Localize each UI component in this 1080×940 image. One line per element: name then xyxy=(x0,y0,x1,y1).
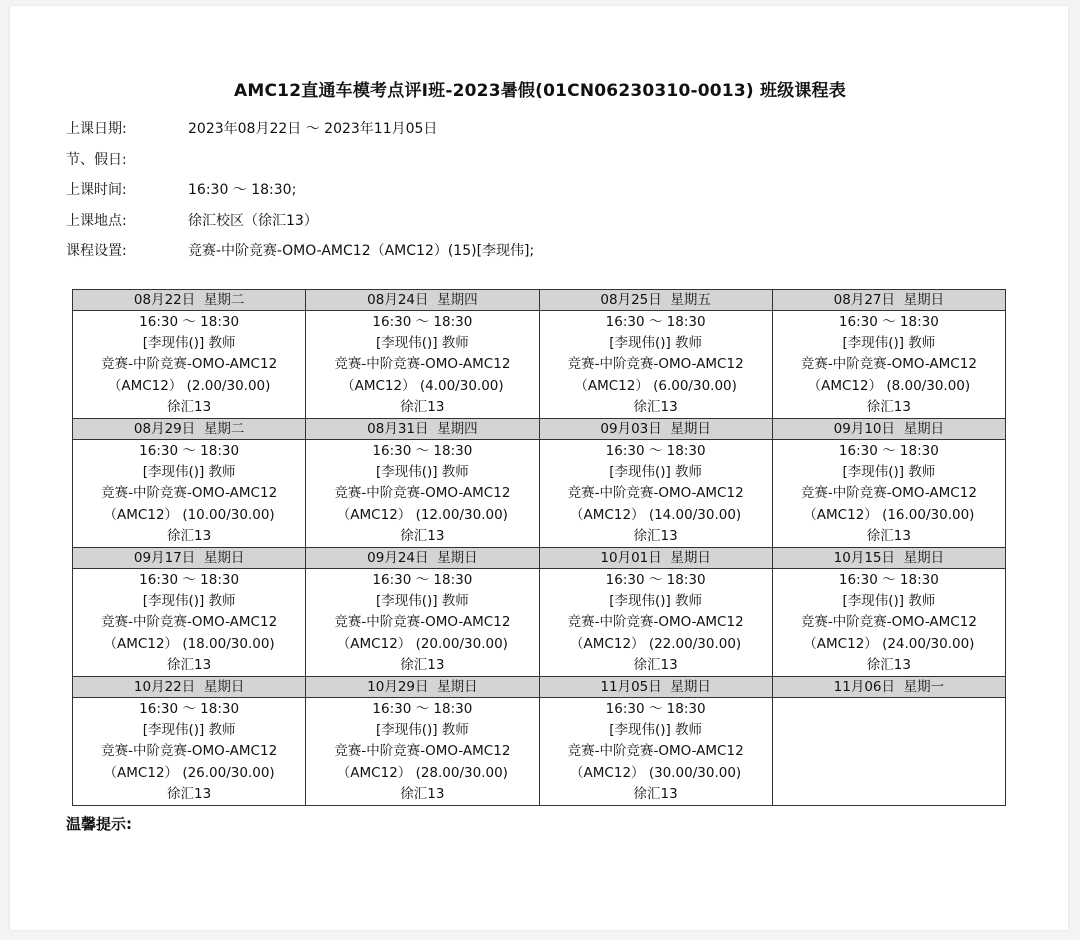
page-title: AMC12直通车模考点评I班-2023暑假(01CN06230310-0013) 班级课程表 xyxy=(234,81,846,101)
session-time: 16:30 ～ 18:30 xyxy=(139,572,240,588)
session-course: 竞赛-中阶竞赛-OMO-AMC12 xyxy=(567,743,744,760)
session-date: 11月06日 星期一 xyxy=(773,677,1005,698)
session-room: 徐汇13 xyxy=(633,785,678,802)
session-details xyxy=(306,311,538,418)
session-course: 竞赛-中阶竞赛-OMO-AMC12 xyxy=(334,743,511,760)
session-cell xyxy=(73,290,306,419)
session-teacher: [李现伟()] 教师 xyxy=(609,722,703,739)
session-cell xyxy=(772,419,1005,548)
session-course xyxy=(773,741,1005,762)
session-time: 16:30 ～ 18:30 xyxy=(139,701,240,717)
session-details xyxy=(306,698,538,805)
session-details xyxy=(306,440,538,547)
session-cell xyxy=(539,548,772,677)
session-date: 08月29日 星期二 xyxy=(73,419,305,440)
tips-label: 温馨提示: xyxy=(66,815,132,833)
info-label: 上课时间: xyxy=(66,182,127,198)
session-cell xyxy=(772,548,1005,677)
schedule-row xyxy=(73,548,1006,677)
session-room: 徐汇13 xyxy=(633,527,678,544)
session-teacher: [李现伟()] 教师 xyxy=(142,593,236,610)
session-time: 16:30 ～ 18:30 xyxy=(605,443,706,459)
info-row-time xyxy=(66,179,534,210)
session-details xyxy=(73,311,305,418)
session-cell xyxy=(772,290,1005,419)
session-date: 10月01日 星期日 xyxy=(540,548,772,569)
session-teacher: [李现伟()] 教师 xyxy=(142,335,236,352)
session-room: 徐汇13 xyxy=(400,656,445,673)
session-details xyxy=(73,698,305,805)
session-date: 08月27日 星期日 xyxy=(773,290,1005,311)
session-course: 竞赛-中阶竞赛-OMO-AMC12 xyxy=(800,485,977,502)
session-details xyxy=(540,311,772,418)
session-room: 徐汇13 xyxy=(866,656,911,673)
info-value: 竞赛-中阶竞赛-OMO-AMC12（AMC12）(15)[李现伟]; xyxy=(188,243,535,259)
session-teacher: [李现伟()] 教师 xyxy=(375,593,469,610)
session-progress: （AMC12） (12.00/30.00) xyxy=(336,506,508,523)
info-label: 上课地点: xyxy=(66,212,127,229)
session-teacher: [李现伟()] 教师 xyxy=(375,464,469,481)
session-cell xyxy=(73,419,306,548)
session-room: 徐汇13 xyxy=(400,785,445,802)
session-details xyxy=(306,569,538,676)
session-progress: （AMC12） (2.00/30.00) xyxy=(107,377,271,394)
session-time: 16:30 ～ 18:30 xyxy=(372,701,473,717)
session-progress: （AMC12） (26.00/30.00) xyxy=(103,764,275,781)
session-time: 16:30 ～ 18:30 xyxy=(372,443,473,459)
session-cell xyxy=(73,677,306,806)
session-room: 徐汇13 xyxy=(167,527,212,544)
session-time: 16:30 ～ 18:30 xyxy=(139,314,240,330)
session-teacher xyxy=(773,720,1005,741)
session-teacher: [李现伟()] 教师 xyxy=(609,593,703,610)
session-details xyxy=(540,440,772,547)
session-course: 竞赛-中阶竞赛-OMO-AMC12 xyxy=(800,356,977,373)
session-cell xyxy=(539,290,772,419)
info-row-dates xyxy=(66,118,534,149)
session-course: 竞赛-中阶竞赛-OMO-AMC12 xyxy=(334,356,511,373)
session-details xyxy=(540,569,772,676)
schedule-row xyxy=(73,419,1006,548)
session-cell xyxy=(772,677,1005,806)
session-date: 09月10日 星期日 xyxy=(773,419,1005,440)
info-label: 上课日期: xyxy=(66,121,127,137)
session-details xyxy=(540,698,772,805)
session-time: 16:30 ～ 18:30 xyxy=(838,572,939,588)
session-progress: （AMC12） (14.00/30.00) xyxy=(570,506,742,523)
session-teacher: [李现伟()] 教师 xyxy=(375,335,469,352)
session-course: 竞赛-中阶竞赛-OMO-AMC12 xyxy=(567,485,744,502)
session-details xyxy=(73,440,305,547)
session-progress: （AMC12） (4.00/30.00) xyxy=(341,377,504,394)
session-teacher: [李现伟()] 教师 xyxy=(842,335,936,352)
session-teacher: [李现伟()] 教师 xyxy=(375,722,469,739)
info-row-location xyxy=(66,210,534,241)
session-progress: （AMC12） (20.00/30.00) xyxy=(336,635,508,652)
session-details xyxy=(773,311,1005,418)
session-date: 08月31日 星期四 xyxy=(306,419,538,440)
session-progress: （AMC12） (8.00/30.00) xyxy=(807,377,971,394)
session-cell xyxy=(539,677,772,806)
session-time: 16:30 ～ 18:30 xyxy=(605,701,706,717)
session-progress: （AMC12） (22.00/30.00) xyxy=(570,635,742,652)
session-course: 竞赛-中阶竞赛-OMO-AMC12 xyxy=(101,485,278,502)
session-room: 徐汇13 xyxy=(167,656,212,673)
session-time: 16:30 ～ 18:30 xyxy=(605,572,706,588)
session-room: 徐汇13 xyxy=(167,398,212,415)
info-label: 课程设置: xyxy=(66,243,127,259)
session-teacher: [李现伟()] 教师 xyxy=(842,464,936,481)
session-progress: （AMC12） (16.00/30.00) xyxy=(803,506,975,523)
session-cell xyxy=(306,419,539,548)
session-time: 16:30 ～ 18:30 xyxy=(139,443,240,459)
info-row-course xyxy=(66,240,534,271)
session-cell xyxy=(306,677,539,806)
session-time xyxy=(773,699,1005,720)
session-teacher: [李现伟()] 教师 xyxy=(142,464,236,481)
session-date: 09月24日 星期日 xyxy=(306,548,538,569)
session-details xyxy=(773,569,1005,676)
session-date: 10月15日 星期日 xyxy=(773,548,1005,569)
session-time: 16:30 ～ 18:30 xyxy=(372,572,473,588)
session-teacher: [李现伟()] 教师 xyxy=(142,722,236,739)
session-details xyxy=(773,440,1005,547)
schedule-table xyxy=(72,289,1006,806)
session-time: 16:30 ～ 18:30 xyxy=(838,443,939,459)
course-info xyxy=(66,118,534,271)
session-teacher: [李现伟()] 教师 xyxy=(609,464,703,481)
session-progress: （AMC12） (10.00/30.00) xyxy=(103,506,275,523)
session-course: 竞赛-中阶竞赛-OMO-AMC12 xyxy=(101,356,278,373)
session-date: 11月05日 星期日 xyxy=(540,677,772,698)
schedule-row xyxy=(73,290,1006,419)
session-room: 徐汇13 xyxy=(633,656,678,673)
info-row-holidays xyxy=(66,149,534,180)
session-date: 09月17日 星期日 xyxy=(73,548,305,569)
session-cell xyxy=(306,290,539,419)
session-date: 08月24日 星期四 xyxy=(306,290,538,311)
session-course: 竞赛-中阶竞赛-OMO-AMC12 xyxy=(334,485,511,502)
info-value: 2023年08月22日 ～ 2023年11月05日 xyxy=(188,121,438,137)
session-details xyxy=(773,698,1005,805)
session-progress: （AMC12） (24.00/30.00) xyxy=(803,635,975,652)
session-room: 徐汇13 xyxy=(400,527,445,544)
session-course: 竞赛-中阶竞赛-OMO-AMC12 xyxy=(101,743,278,760)
session-time: 16:30 ～ 18:30 xyxy=(372,314,473,330)
session-progress: （AMC12） (30.00/30.00) xyxy=(570,764,742,781)
session-cell xyxy=(73,548,306,677)
session-cell xyxy=(539,419,772,548)
session-date: 08月22日 星期二 xyxy=(73,290,305,311)
info-value: 徐汇校区（徐汇13） xyxy=(188,212,318,229)
session-room: 徐汇13 xyxy=(400,398,445,415)
session-progress: （AMC12） (28.00/30.00) xyxy=(336,764,508,781)
session-time: 16:30 ～ 18:30 xyxy=(838,314,939,330)
session-teacher: [李现伟()] 教师 xyxy=(842,593,936,610)
info-value: 16:30 ～ 18:30; xyxy=(188,182,297,198)
session-room xyxy=(773,784,1005,805)
session-room: 徐汇13 xyxy=(167,785,212,802)
session-cell xyxy=(306,548,539,677)
session-progress xyxy=(773,763,1005,784)
session-room: 徐汇13 xyxy=(866,527,911,544)
session-room: 徐汇13 xyxy=(633,398,678,415)
info-label: 节、假日: xyxy=(66,151,127,168)
session-details xyxy=(73,569,305,676)
session-course: 竞赛-中阶竞赛-OMO-AMC12 xyxy=(101,614,278,631)
session-date: 09月03日 星期日 xyxy=(540,419,772,440)
session-course: 竞赛-中阶竞赛-OMO-AMC12 xyxy=(800,614,977,631)
session-date: 10月22日 星期日 xyxy=(73,677,305,698)
session-course: 竞赛-中阶竞赛-OMO-AMC12 xyxy=(567,614,744,631)
session-date: 10月29日 星期日 xyxy=(306,677,538,698)
session-room: 徐汇13 xyxy=(866,398,911,415)
session-time: 16:30 ～ 18:30 xyxy=(605,314,706,330)
session-teacher: [李现伟()] 教师 xyxy=(609,335,703,352)
session-course: 竞赛-中阶竞赛-OMO-AMC12 xyxy=(334,614,511,631)
session-progress: （AMC12） (18.00/30.00) xyxy=(103,635,275,652)
schedule-row xyxy=(73,677,1006,806)
session-date: 08月25日 星期五 xyxy=(540,290,772,311)
session-progress: （AMC12） (6.00/30.00) xyxy=(574,377,737,394)
session-course: 竞赛-中阶竞赛-OMO-AMC12 xyxy=(567,356,744,373)
